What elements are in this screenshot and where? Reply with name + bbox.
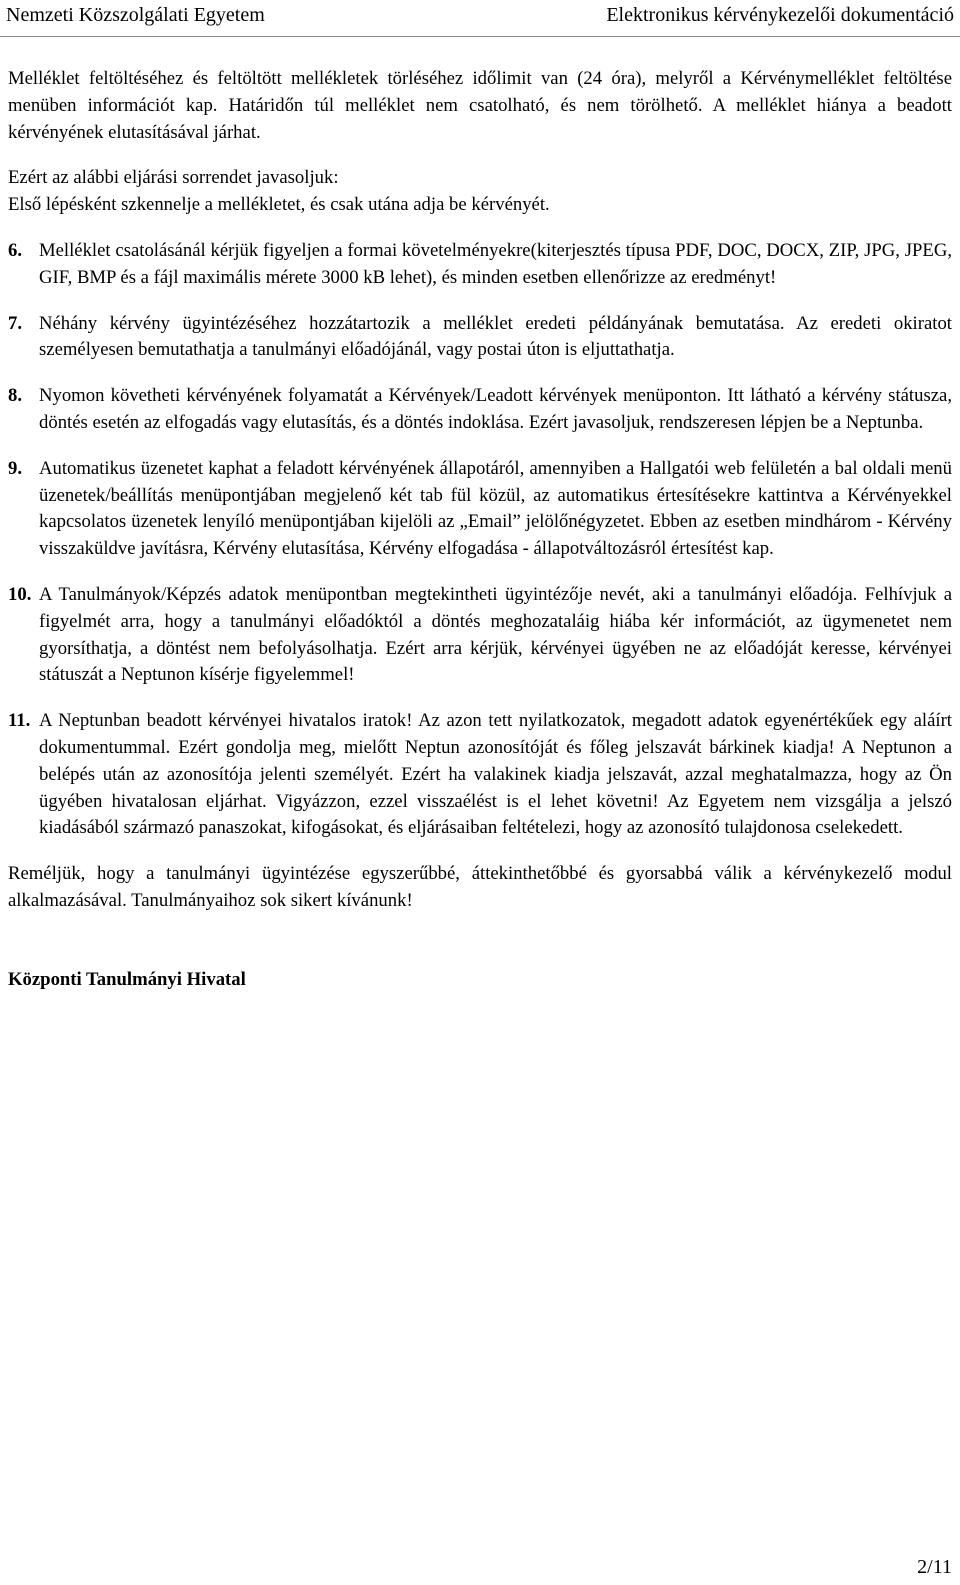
header-institution: Nemzeti Közszolgálati Egyetem — [6, 4, 265, 26]
list-item-number: 10. — [8, 583, 32, 605]
page-header — [0, 0, 960, 37]
list-item-text: Melléklet csatolásánál kérjük figyeljen a formai követelményekre(kiterjesztés típusa PDF, DOC, DOCX, ZIP, JPG, JPEG, GIF, BMP és a fájl maximális mérete 3000 kB lehet), és minden esetben ellenőrizze az eredményt! — [39, 239, 952, 288]
list-item-number: 7. — [8, 312, 23, 334]
list-item-text: A Neptunban beadott kérvényei hivatalos iratok! Az azon tett nyilatkozatok, megadott adatok egyenértékűek egy aláírt dokumentummal. Ezért gondolja meg, mielőtt Neptun azonosítóját és főleg jelszavát bárkinek kiadja! A Neptunon a belépés után az azonosítója jelenti személyét. Ezért ha valakinek kiadja jelszavát, azzal meghatalmazza, hogy az Ön ügyében hivatalosan eljárhat. Vigyázzon, ezzel visszaélést is el lehet követni! Az Egyetem nem vizsgálja a jelszó kiadásából származó panaszokat, kifogásokat, és eljárásaiban feltételezi, hogy az azonosító tulajdonosa cselekedett. — [39, 710, 952, 839]
list-item-6 — [8, 238, 952, 292]
list-item-9 — [8, 456, 952, 563]
list-item-7 — [8, 311, 952, 365]
list-item-number: 9. — [8, 457, 23, 479]
intro-paragraph: Melléklet feltöltéséhez és feltöltött mellékletek törléséhez időlimit van (24 óra), melyről a Kérvénymelléklet feltöltése menüben információt kap. Határidőn túl melléklet nem csatolható, és nem törölhető. A melléklet hiánya a beadott kérvényének elutasításával járhat. — [8, 68, 952, 143]
list-item-number: 11. — [8, 710, 31, 732]
signature: Központi Tanulmányi Hivatal — [8, 968, 246, 990]
list-item-11 — [8, 708, 952, 842]
closing-paragraph: Reméljük, hogy a tanulmányi ügyintézése egyszerűbbé, áttekinthetőbbé és gyorsabbá válik a kérvénykezelő modul alkalmazásával. Tanulmányaihoz sok sikert kívánunk! — [8, 863, 952, 911]
list-item-text: Automatikus üzenetet kaphat a feladott kérvényének állapotáról, amennyiben a Hallgatói web felületén a bal oldali menü üzenetek/beállítás menüpontjában megjelenő két tab fül közül, az automatikus értesítésekre kattintva a Kérvényekkel kapcsolatos üzenetek lenyíló menüpontjában kijelöli az „Email” jelölőnégyzetet. Ebben az esetben mindhárom - Kérvény visszaküldve javításra, Kérvény elutasítása, Kérvény elfogadása - állapotváltozásról értesítést kap. — [39, 457, 952, 560]
page-number: 2/11 — [917, 1556, 952, 1578]
list-item-number: 8. — [8, 385, 23, 407]
document-body — [8, 66, 952, 994]
list-item-number: 6. — [8, 239, 23, 261]
list-item-text: A Tanulmányok/Képzés adatok menüpontban megtekintheti ügyintézője nevét, aki a tanulmányi előadója. Felhívjuk a figyelmét arra, hogy a tanulmányi előadóktól a döntés meghozataláig hiába kér információt, az ügymenetet nem gyorsíthatja, a döntést nem befolyásolhatja. Ezért arra kérjük, kérvényei ügyében ne az előadóját keresse, kérvényei státuszát a Neptunon kísérje figyelemmel! — [39, 583, 952, 686]
list-item-8 — [8, 383, 952, 437]
advice-line-2: Első lépésként szkennelje a mellékletet, és csak utána adja be kérvényét. — [8, 194, 550, 216]
advice-line-1: Ezért az alábbi eljárási sorrendet javasoljuk: — [8, 167, 339, 189]
header-doc-title: Elektronikus kérvénykezelői dokumentáció — [606, 4, 954, 26]
list-item-text: Nyomon követheti kérvényének folyamatát a Kérvények/Leadott kérvények menüponton. Itt látható a kérvény státusza, döntés esetén az elfogadás vagy elutasítás, és a döntés indoklása. Ezért javasoljuk, rendszeresen lépjen be a Neptunba. — [39, 385, 952, 433]
list-item-10 — [8, 582, 952, 689]
list-item-text: Néhány kérvény ügyintézéséhez hozzátartozik a melléklet eredeti példányának bemutatása. Az eredeti okiratot személyesen bemutathatja a tanulmányi előadójánál, vagy postai úton is eljuttathatja. — [39, 312, 952, 361]
